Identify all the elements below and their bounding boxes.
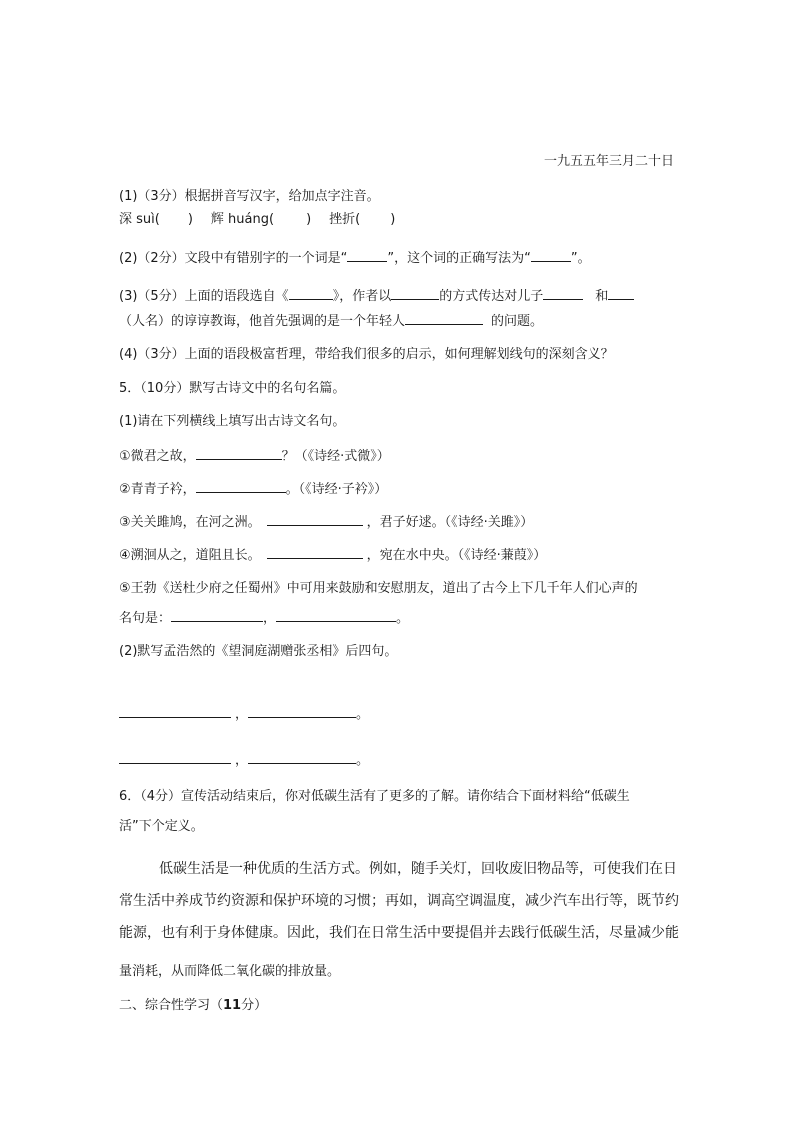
answer-blank[interactable]: [267, 512, 363, 526]
letter-date: 一九五五年三月二十日: [543, 154, 674, 169]
q5-item2: ②青青子衿， 。（《诗经·子衿》）: [119, 479, 387, 499]
q5-item5-line2: 名句是： ， 。: [119, 608, 409, 628]
answer-blank[interactable]: [391, 286, 439, 300]
answer-blank[interactable]: [119, 750, 231, 764]
q5-item4: ④溯洄从之，道阻且长。 ，宛在水中央。（《诗经·蒹葭》）: [119, 545, 546, 565]
answer-blank[interactable]: [196, 479, 286, 493]
q4-part4: (4)（3分）上面的语段极富哲理，带给我们很多的启示，如何理解划线句的深刻含义？: [119, 347, 614, 362]
q6-material-line2: 常生活中养成节约资源和保护环境的习惯；再如，调高空调温度，减少汽车出行等，既节约: [119, 893, 679, 909]
section-heading: 二、综合性学习（11分）: [119, 998, 268, 1013]
q5-item5-line1: ⑤王勃《送杜少府之任蜀州》中可用来鼓励和安慰朋友，道出了古今上下几千年人们心声的: [119, 581, 638, 596]
answer-blank[interactable]: [267, 545, 363, 559]
answer-blank[interactable]: [119, 704, 231, 718]
q4-part1-label: (1)（3分）根据拼音写汉字，给加点字注音。: [119, 189, 380, 204]
q5-item3: ③关关雎鸠，在河之洲。 ，君子好逑。（《诗经·关雎》）: [119, 512, 533, 532]
q4-part1-items: 深 suì( ) 辉 huáng( ) 挫折( ): [119, 212, 396, 227]
q5-item1: ①微君之故， ？（《诗经·式微》）: [119, 446, 390, 466]
q5-poem-line1: ， 。: [119, 704, 369, 724]
q6-material-line3: 能源，也有利于身体健康。因此，我们在日常生活中要提倡并去践行低碳生活，尽量减少能: [119, 925, 679, 941]
q5-sub1: (1)请在下列横线上填写出古诗文名句。: [119, 414, 346, 429]
q5-title: 5．（10分）默写古诗文中的名句名篇。: [119, 381, 346, 396]
answer-blank[interactable]: [171, 608, 263, 622]
q4-part2: (2)（2分）文段中有错别字的一个词是“ ”，这个词的正确写法为“ ”。: [119, 248, 591, 268]
answer-blank[interactable]: [248, 704, 356, 718]
answer-blank[interactable]: [405, 311, 483, 325]
q6-title-line2: 活”下个定义。: [119, 819, 204, 834]
answer-blank[interactable]: [531, 248, 571, 262]
answer-blank[interactable]: [289, 286, 333, 300]
answer-blank[interactable]: [196, 446, 282, 460]
q6-material-line1: 低碳生活是一种优质的生活方式。例如，随手关灯，回收废旧物品等，可使我们在日: [159, 861, 677, 877]
answer-blank[interactable]: [543, 286, 583, 300]
answer-blank[interactable]: [276, 608, 396, 622]
answer-blank[interactable]: [608, 286, 634, 300]
answer-blank[interactable]: [347, 248, 387, 262]
q4-part3-line1: (3)（5分）上面的语段选自《 》，作者以 的方式传达对儿子 和: [119, 286, 634, 306]
q5-poem-line2: ， 。: [119, 750, 369, 770]
q6-title-line1: 6．（4分）宣传活动结束后，你对低碳生活有了更多的了解。请你结合下面材料给“低碳生: [119, 789, 630, 804]
q5-sub2: (2)默写孟浩然的《望洞庭湖赠张丞相》后四句。: [119, 644, 398, 659]
q6-material-line4: 量消耗，从而降低二氧化碳的排放量。: [119, 964, 341, 979]
answer-blank[interactable]: [248, 750, 356, 764]
q4-part3-line2: （人名）的谆谆教诲，他首先强调的是一个年轻人 的问题。: [119, 311, 543, 331]
